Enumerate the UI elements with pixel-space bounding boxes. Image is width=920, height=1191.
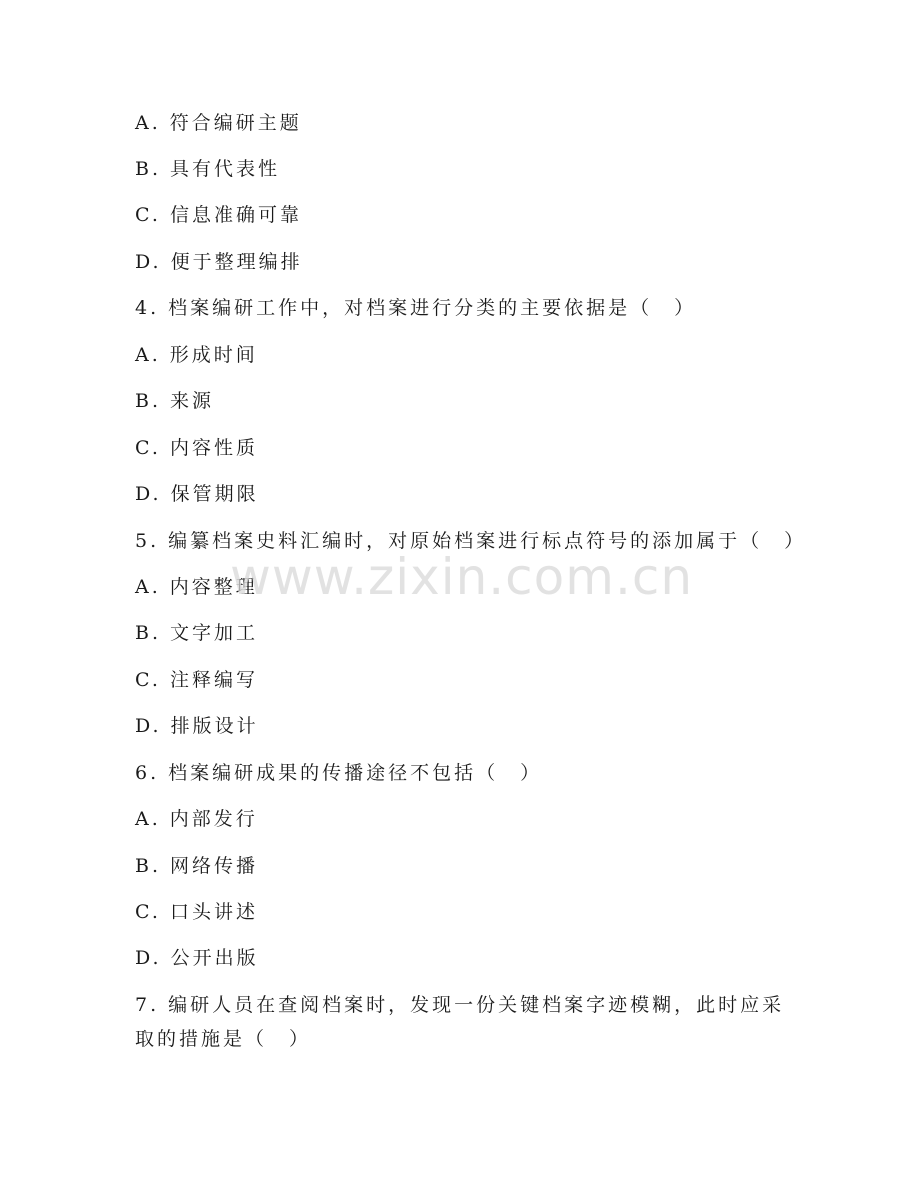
- q4-option-a: A. 形成时间: [135, 344, 258, 366]
- q6-stem: 6. 档案编研成果的传播途径不包括（ ）: [135, 762, 543, 784]
- q5-option-b: B. 文字加工: [135, 622, 259, 644]
- q6-option-c: C. 口头讲述: [135, 901, 258, 923]
- q3-option-c: C. 信息准确可靠: [135, 204, 302, 226]
- q5-option-d: D. 排版设计: [135, 715, 259, 737]
- q7-stem: 7. 编研人员在查阅档案时，发现一份关键档案字迹模糊，此时应采取的措施是（ ）: [135, 994, 785, 1050]
- q3-option-b: B. 具有代表性: [135, 158, 281, 180]
- q6-option-a: A. 内部发行: [135, 808, 258, 830]
- q5-option-a: A. 内容整理: [135, 576, 258, 598]
- q4-option-b: B. 来源: [135, 390, 215, 412]
- q3-option-a: A. 符合编研主题: [135, 112, 302, 134]
- watermark: www.zixin.com.cn: [230, 548, 694, 606]
- q5-option-c: C. 注释编写: [135, 669, 258, 691]
- q4-option-d: D. 保管期限: [135, 483, 259, 505]
- q6-option-d: D. 公开出版: [135, 947, 259, 969]
- q3-option-d: D. 便于整理编排: [135, 251, 303, 273]
- q5-stem: 5. 编纂档案史料汇编时，对原始档案进行标点符号的添加属于（ ）: [135, 530, 807, 552]
- q4-option-c: C. 内容性质: [135, 437, 258, 459]
- q6-option-b: B. 网络传播: [135, 855, 259, 877]
- q4-stem: 4. 档案编研工作中，对档案进行分类的主要依据是（ ）: [135, 297, 697, 319]
